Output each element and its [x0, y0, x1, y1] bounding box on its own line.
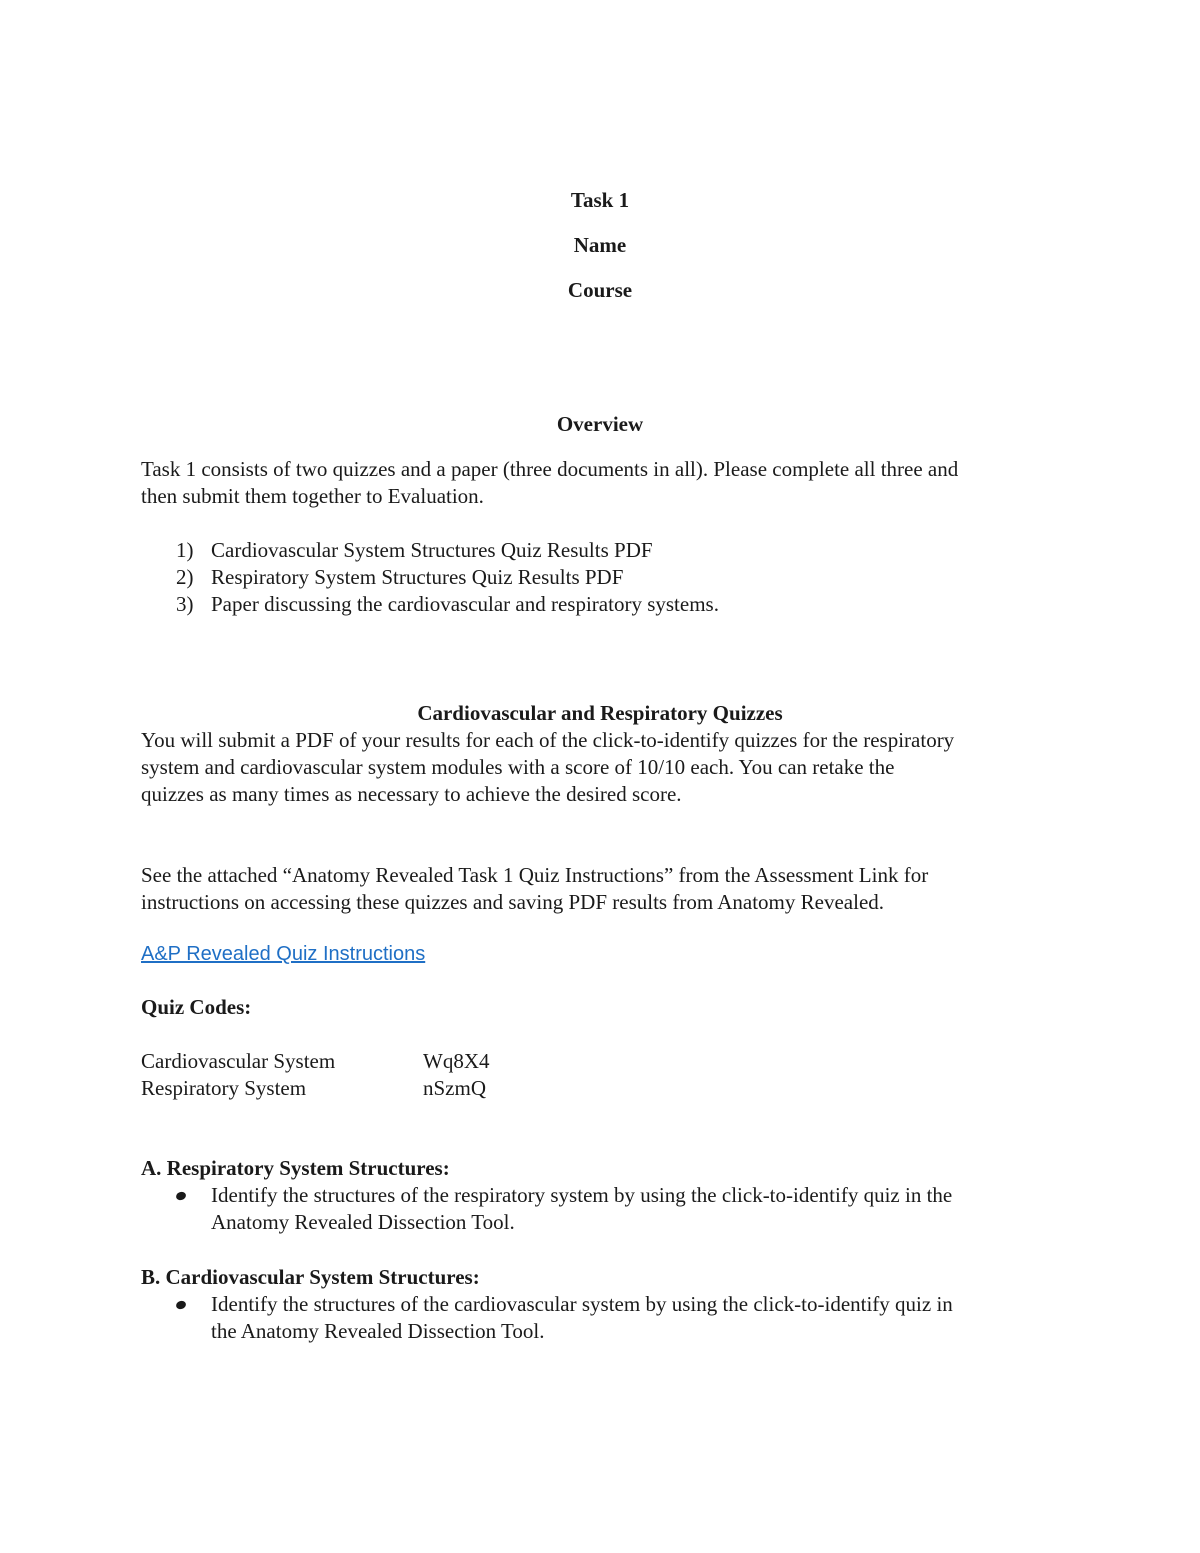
- paragraph-line: quizzes as many times as necessary to achieve the desired score.: [141, 782, 682, 806]
- quiz-codes-heading: Quiz Codes:: [141, 995, 252, 1019]
- bullet-text: [211, 1182, 952, 1236]
- course-line: Course: [567, 278, 633, 302]
- overview-intro-line: then submit them together to Evaluation.: [141, 484, 484, 508]
- quiz-code-row: [141, 1075, 490, 1102]
- bullet-line: Anatomy Revealed Dissection Tool.: [211, 1210, 515, 1234]
- list-number: 2): [176, 565, 194, 589]
- quiz-system-name: Respiratory System: [141, 1076, 307, 1100]
- paragraph-line: instructions on accessing these quizzes and saving PDF results from Anatomy Revealed.: [141, 890, 885, 914]
- overview-intro-line: Task 1 consists of two quizzes and a paper (three documents in all). Please complete all three and: [141, 457, 959, 481]
- overview-intro: [141, 456, 1071, 510]
- list-text: Paper discussing the cardiovascular and respiratory systems.: [211, 592, 719, 616]
- list-item: [176, 564, 719, 591]
- quiz-codes-table: [141, 1048, 490, 1102]
- list-item: [176, 537, 719, 564]
- name-line: Name: [573, 233, 627, 257]
- section-b-heading: B. Cardiovascular System Structures:: [141, 1265, 480, 1289]
- quiz-instructions-link-wrap: [141, 941, 1071, 968]
- list-number: 1): [176, 538, 194, 562]
- overview-numbered-list: [176, 537, 719, 618]
- list-text: Respiratory System Structures Quiz Results PDF: [211, 565, 624, 589]
- bullet-line: Identify the structures of the respiratory system by using the click-to-identify quiz in the: [211, 1183, 953, 1207]
- bullet-line: Identify the structures of the cardiovascular system by using the click-to-identify quiz in: [211, 1292, 953, 1316]
- bullet-text: [211, 1291, 953, 1345]
- bullet-line: the Anatomy Revealed Dissection Tool.: [211, 1319, 545, 1343]
- bullet-icon: [174, 1182, 211, 1236]
- overview-heading: Overview: [556, 412, 644, 436]
- section-a-heading: A. Respiratory System Structures:: [141, 1156, 450, 1180]
- quiz-system-name: Cardiovascular System: [141, 1049, 336, 1073]
- quiz-instructions-link[interactable]: A&P Revealed Quiz Instructions: [141, 943, 426, 965]
- instructions-paragraph: [141, 862, 1071, 916]
- paragraph-line: See the attached “Anatomy Revealed Task 1 Quiz Instructions” from the Assessment Link for: [141, 863, 929, 887]
- section-b-bullet-item: [174, 1291, 1074, 1345]
- paragraph-line: system and cardiovascular system modules with a score of 10/10 each. You can retake the: [141, 755, 895, 779]
- list-number: 3): [176, 592, 194, 616]
- quiz-code-value: nSzmQ: [423, 1076, 486, 1100]
- quiz-code-row: [141, 1048, 490, 1075]
- bullet-icon: [174, 1291, 211, 1345]
- quiz-code-value: Wq8X4: [423, 1049, 490, 1073]
- paragraph-line: You will submit a PDF of your results for each of the click-to-identify quizzes for the respiratory: [141, 728, 955, 752]
- section-a-bullet-item: [174, 1182, 1074, 1236]
- list-item: [176, 591, 719, 618]
- task-title: Task 1: [570, 188, 630, 212]
- quizzes-heading: Cardiovascular and Respiratory Quizzes: [417, 701, 783, 725]
- list-text: Cardiovascular System Structures Quiz Results PDF: [211, 538, 653, 562]
- quizzes-paragraph: [141, 727, 1071, 808]
